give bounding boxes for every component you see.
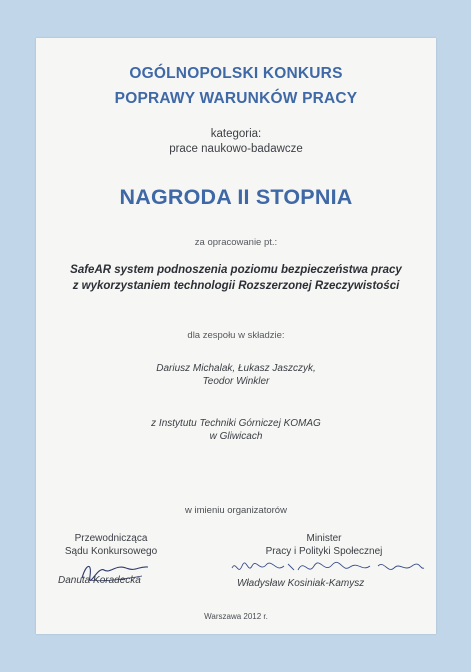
category-value: prace naukowo-badawcze bbox=[169, 143, 303, 155]
for-label: za opracowanie pt.: bbox=[194, 237, 278, 248]
signatory-right-role-line1: Minister bbox=[306, 533, 342, 544]
date-place: Warszawa 2012 r. bbox=[204, 612, 268, 621]
signatory-right-role bbox=[216, 532, 432, 558]
signatory-left-name: Danuta Koradecka bbox=[58, 575, 141, 586]
signatory-left-role-line2: Sądu Konkursowego bbox=[64, 546, 158, 557]
certificate-sheet bbox=[36, 38, 436, 634]
signatory-left-role-line1: Przewodnicząca bbox=[74, 533, 148, 544]
signatory-right-name: Władysław Kosiniak-Kamysz bbox=[237, 578, 365, 589]
subject-line1: SafeAR system podnoszenia poziomu bezpieczeństwa pracy bbox=[70, 264, 402, 276]
award-title: NAGRODA II STOPNIA bbox=[119, 185, 353, 209]
members-line2: Teodor Winkler bbox=[202, 376, 270, 387]
category-label: kategoria: bbox=[210, 128, 262, 140]
institute-line1: z Instytutu Techniki Górniczej KOMAG bbox=[151, 418, 321, 429]
contest-title-line1: OGÓLNOPOLSKI KONKURS bbox=[129, 65, 343, 82]
team-label: dla zespołu w składzie: bbox=[187, 330, 285, 341]
contest-title-line2: POPRAWY WARUNKÓW PRACY bbox=[114, 90, 358, 107]
members-line1: Dariusz Michalak, Łukasz Jaszczyk, bbox=[156, 363, 316, 374]
institute-line2: w Gliwicach bbox=[209, 431, 263, 442]
subject-line2: z wykorzystaniem technologii Rozszerzonej Rzeczywistości bbox=[72, 280, 400, 292]
signatory-left-role bbox=[36, 532, 186, 558]
organizers-label: w imieniu organizatorów bbox=[185, 505, 287, 516]
signatory-right-role-line2: Pracy i Polityki Społecznej bbox=[265, 546, 383, 557]
